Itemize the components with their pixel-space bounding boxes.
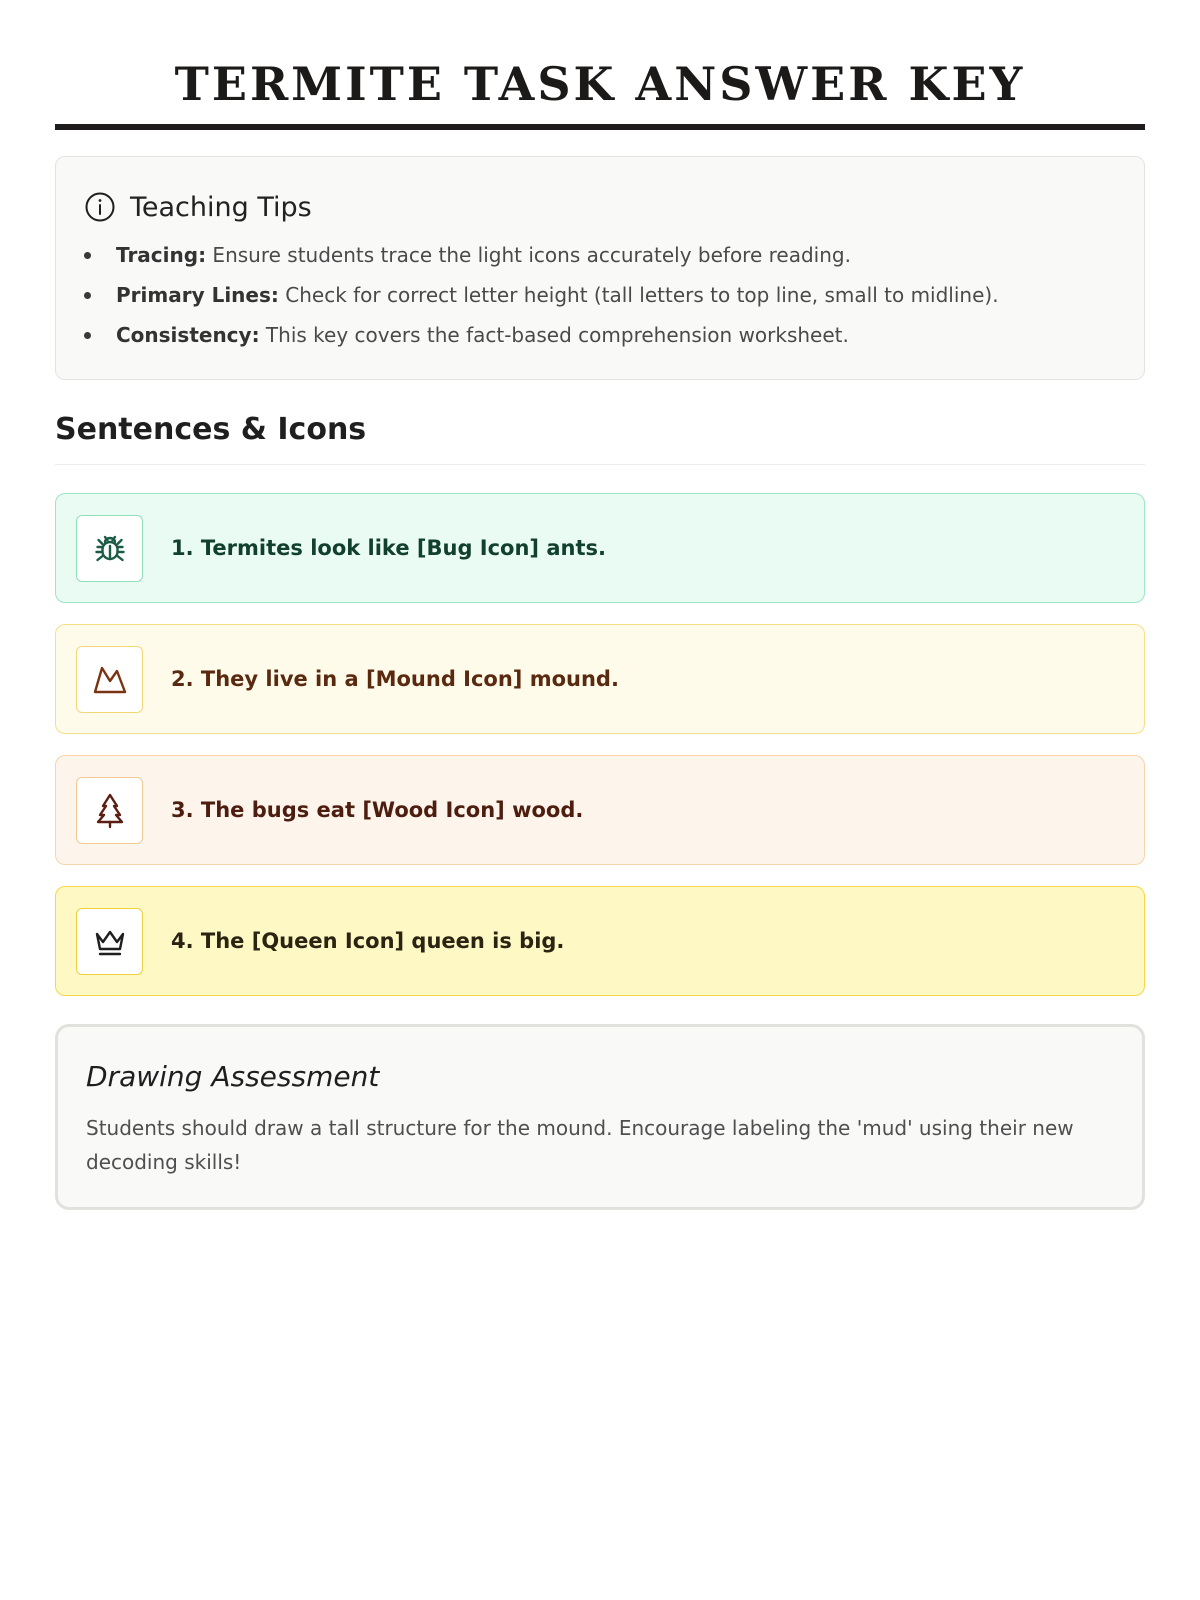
teaching-tips-panel [55,156,1145,380]
answer-key-page [0,56,1200,1600]
tip-label: Tracing: [116,243,207,267]
drawing-assessment-text: Students should draw a tall structure for the mound. Encourage labeling the 'mud' using their new decoding skills! [86,1116,1074,1174]
crown-icon [90,921,130,961]
mound-icon [90,659,130,699]
title-divider [55,124,1145,130]
section-title: Sentences & Icons [55,412,367,447]
bug-icon [90,528,130,568]
section-divider [55,464,1145,465]
tip-text: Check for correct letter height (tall letters to top line, small to midline). [278,283,999,307]
tree-icon [90,790,130,830]
teaching-tips-title: Teaching Tips [130,191,312,223]
drawing-assessment-panel [55,1024,1145,1210]
drawing-assessment-title: Drawing Assessment [86,1060,380,1093]
sentence-text: 3. The bugs eat [Wood Icon] wood. [171,798,584,822]
sentence-icon-box [76,908,143,975]
sentence-card [55,624,1145,734]
page-title: TERMITE TASK ANSWER KEY [174,57,1026,111]
tip-text: Ensure students trace the light icons accurately before reading. [206,243,851,267]
tips-list [84,235,1116,355]
sentence-icon-box [76,646,143,713]
sentence-text: 4. The [Queen Icon] queen is big. [171,929,565,953]
tip-item [84,275,1116,315]
sentence-text: 1. Termites look like [Bug Icon] ants. [171,536,606,560]
sentence-card [55,493,1145,603]
teaching-tips-header [84,187,1116,227]
info-icon [84,191,116,223]
sentence-card [55,755,1145,865]
tip-item [84,315,1116,355]
tip-label: Primary Lines: [116,283,279,307]
sentence-icon-box [76,777,143,844]
tip-item [84,235,1116,275]
sentence-icon-box [76,515,143,582]
sentence-card [55,886,1145,996]
sentence-text: 2. They live in a [Mound Icon] mound. [171,667,619,691]
tip-label: Consistency: [116,323,260,347]
tip-text: This key covers the fact-based comprehension worksheet. [259,323,849,347]
